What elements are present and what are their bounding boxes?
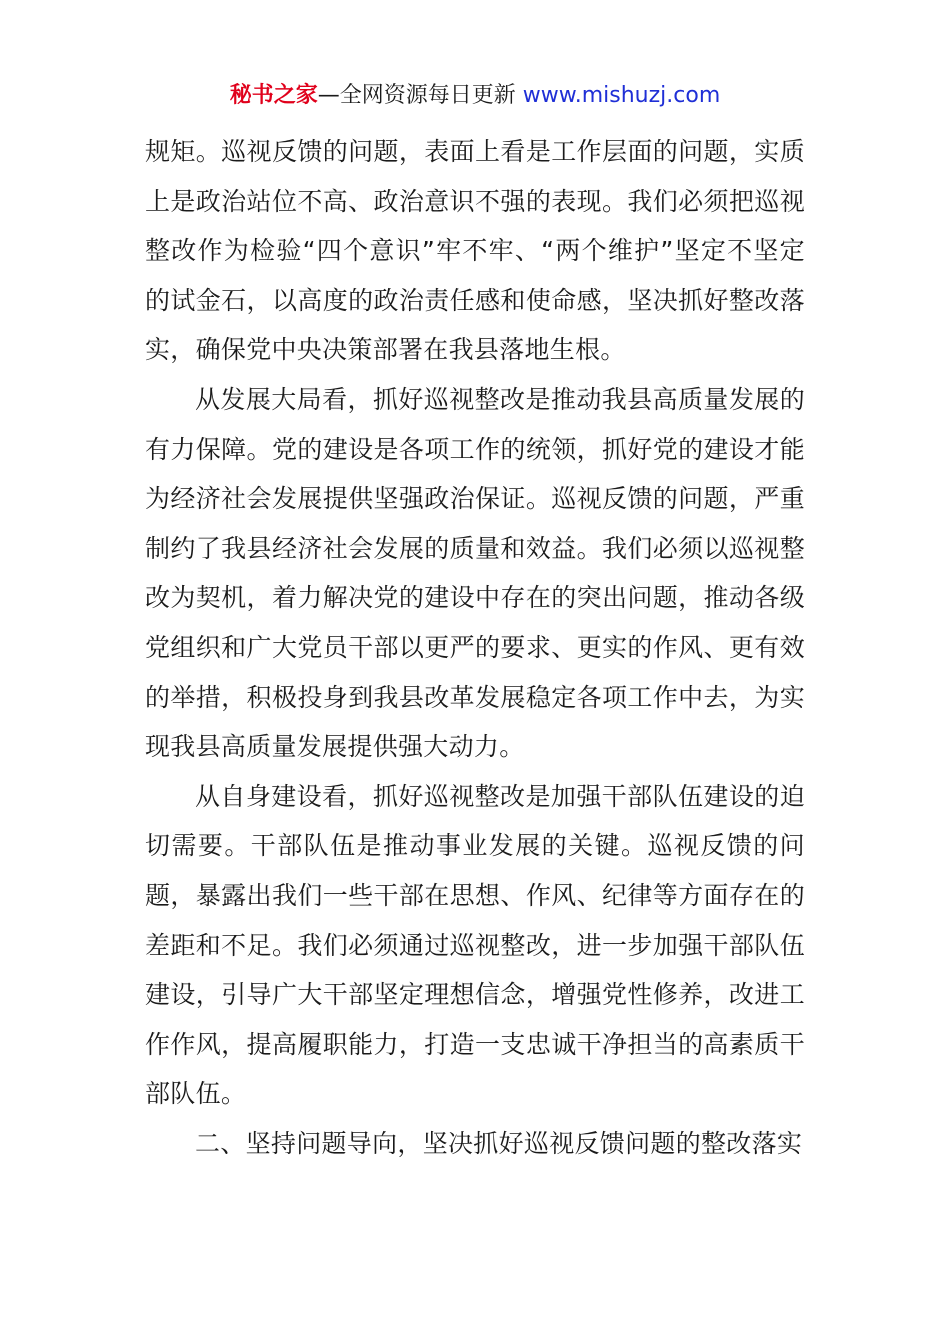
site-header [0, 80, 950, 112]
document-body [145, 127, 805, 1168]
site-url-link[interactable]: www.mishuzj.com [522, 83, 721, 108]
header-tagline: —全网资源每日更新 [317, 83, 523, 108]
paragraph-continuation: 规矩。巡视反馈的问题，表面上看是工作层面的问题，实质上是政治站位不高、政治意识不强的表现。我们必须把巡视整改作为检验“四个意识”牢不牢、“两个维护”坚定不坚定的试金石，以高度的政治责任感和使命感，坚决抓好整改落实，确保党中央决策部署在我县落地生根。 [145, 137, 805, 365]
section-heading: 二、坚持问题导向，坚决抓好巡视反馈问题的整改落实 [195, 1128, 803, 1158]
paragraph-self-building: 从自身建设看，抓好巡视整改是加强干部队伍建设的迫切需要。干部队伍是推动事业发展的关键。巡视反馈的问题，暴露出我们一些干部在思想、作风、纪律等方面存在的差距和不足。我们必须通过巡视整改，进一步加强干部队伍建设，引导广大干部坚定理想信念，增强党性修养，改进工作作风，提高履职能力，打造一支忠诚干净担当的高素质干部队伍。 [145, 781, 805, 1109]
paragraph-development: 从发展大局看，抓好巡视整改是推动我县高质量发展的有力保障。党的建设是各项工作的统领，抓好党的建设才能为经济社会发展提供坚强政治保证。巡视反馈的问题，严重制约了我县经济社会发展的质量和效益。我们必须以巡视整改为契机，着力解决党的建设中存在的突出问题，推动各级党组织和广大党员干部以更严的要求、更实的作风、更有效的举措，积极投身到我县改革发展稳定各项工作中去，为实现我县高质量发展提供强大动力。 [145, 384, 805, 762]
brand-name: 秘书之家 [229, 83, 318, 108]
